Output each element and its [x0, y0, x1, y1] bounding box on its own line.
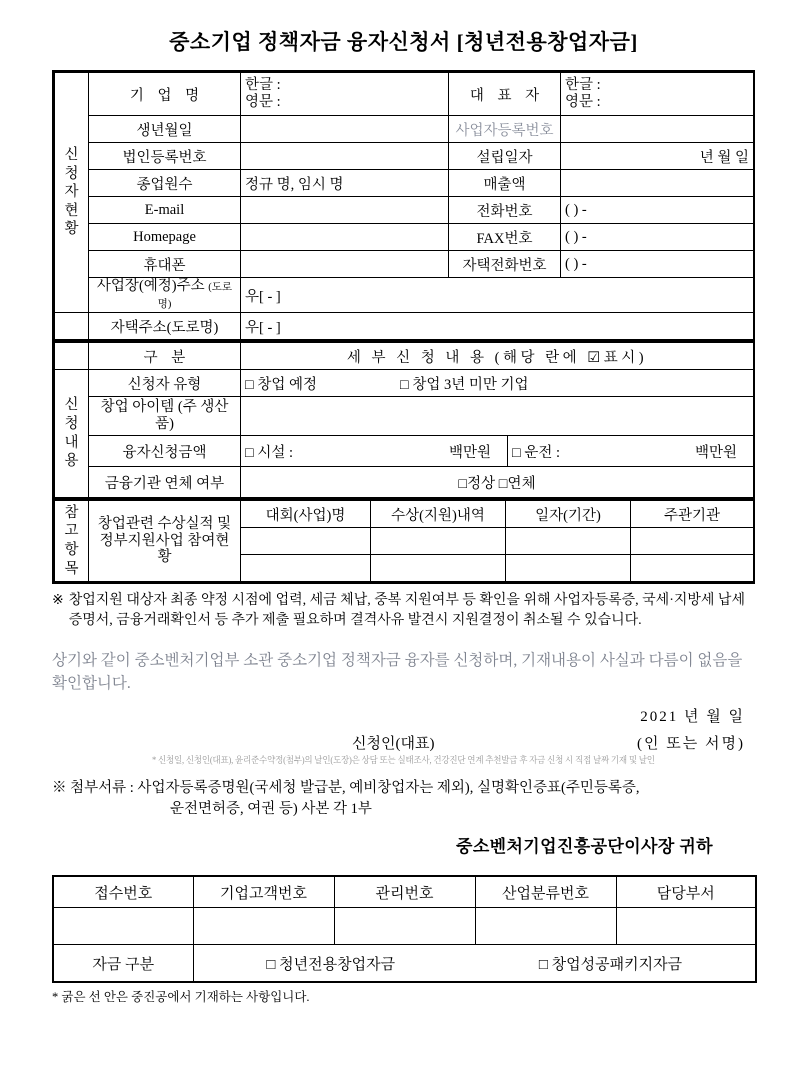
reference-items-table	[54, 500, 754, 582]
applicant-status-table	[54, 72, 754, 340]
fax-label: FAX번호	[449, 224, 561, 251]
table-row	[55, 501, 754, 528]
attachment-line2: 운전면허증, 여권 등) 사본 각 1부	[170, 801, 372, 818]
attachment-line1: 첨부서류 : 사업자등록증명원(국세청 발급분, 예비창업자는 제외), 실명확인증표(주민등록증,	[70, 780, 640, 797]
mobile-label: 휴대폰	[89, 251, 241, 278]
attachment-block	[52, 778, 755, 820]
fund-type-options	[193, 945, 756, 983]
official-use-section	[52, 875, 755, 1005]
notice-mark: ※	[52, 593, 64, 608]
spacer-cell	[55, 313, 89, 340]
table-row	[55, 197, 754, 224]
column-header-organizer: 주관기관	[631, 501, 754, 528]
corp-reg-number-label: 법인등록번호	[89, 143, 241, 170]
section-label-reference-items: 참 고 항 목	[55, 501, 89, 582]
home-phone-field[interactable]: ( ) -	[561, 251, 754, 278]
table-row	[55, 73, 754, 116]
business-reg-number-field[interactable]	[561, 116, 754, 143]
table-row	[55, 343, 754, 370]
table-row	[53, 876, 756, 908]
official-value-cell[interactable]	[53, 908, 193, 945]
fund-type-label: 자금 구분	[53, 945, 193, 983]
column-header-award-detail: 수상(지원)내역	[371, 501, 506, 528]
declaration-text: 상기와 같이 중소벤처기업부 소관 중소기업 정책자금 융자를 신청하며, 기재내용이 사실과 다름이 없음을 확인합니다.	[52, 651, 743, 692]
reference-cell[interactable]	[371, 528, 506, 555]
corp-reg-number-field[interactable]	[241, 143, 449, 170]
applicant-status-box	[52, 70, 755, 342]
attachment-mark: ※	[52, 780, 67, 797]
application-content-table	[54, 342, 754, 498]
sales-label: 매출액	[449, 170, 561, 197]
loan-facility-field[interactable]: □ 시설 : 백만원	[241, 436, 508, 467]
division-label: 구 분	[89, 343, 241, 370]
homepage-field[interactable]	[241, 224, 449, 251]
email-label: E-mail	[89, 197, 241, 224]
notice-text: 창업지원 대상자 최종 약정 시점에 업력, 세금 체납, 중복 지원여부 등 확인을 위해 사업자등록증, 국세·지방세 납세증명서, 금융거래확인서 등 추가 제출 필요하며 결격사유 발견시 지원결정이 취소될 수 있습니다.	[68, 593, 745, 628]
home-phone-label: 자택전화번호	[449, 251, 561, 278]
table-row	[55, 313, 754, 340]
business-address-field[interactable]: 우[ - ]	[241, 278, 754, 313]
table-row	[55, 170, 754, 197]
section-label-application-content: 신 청 내 용	[55, 370, 89, 498]
table-row	[55, 436, 754, 467]
reference-cell[interactable]	[631, 528, 754, 555]
column-header-industry-code: 산업분류번호	[475, 876, 616, 908]
applicant-signature-label: 신청인(대표)	[352, 736, 435, 753]
reference-cell[interactable]	[506, 555, 631, 582]
signature-date: 2021 년 월 일	[640, 709, 745, 726]
company-name-field[interactable]: 한글 : 영문 :	[241, 73, 449, 116]
spacer-cell-content	[55, 343, 89, 370]
column-header-management-number: 관리번호	[334, 876, 475, 908]
table-row	[55, 251, 754, 278]
overdue-options[interactable]: □정상 □연체	[241, 467, 754, 498]
representative-name-field[interactable]: 한글 : 영문 :	[561, 73, 754, 116]
startup-item-label: 창업 아이템 (주 생산품)	[89, 397, 241, 436]
mobile-field[interactable]	[241, 251, 449, 278]
reference-row-label: 창업관련 수상실적 및 정부지원사업 참여현황	[89, 501, 241, 582]
representative-label: 대 표 자	[449, 73, 561, 116]
page-title: 중소기업 정책자금 융자신청서 [청년전용창업자금]	[169, 30, 638, 54]
recipient-line: 중소벤처기업진흥공단이사장 귀하	[456, 837, 713, 857]
business-reg-number-label: 사업자등록번호	[449, 116, 561, 143]
table-row	[53, 945, 756, 983]
reference-items-box	[52, 500, 755, 584]
seal-or-signature-label: (인 또는 서명)	[637, 736, 745, 753]
reference-cell[interactable]	[241, 528, 371, 555]
business-address-label: 사업장(예정)주소 (도로명)	[89, 278, 241, 313]
reference-cell[interactable]	[371, 555, 506, 582]
phone-field[interactable]: ( ) -	[561, 197, 754, 224]
overdue-label: 금융기관 연체 여부	[89, 467, 241, 498]
official-value-cell[interactable]	[616, 908, 756, 945]
homepage-label: Homepage	[89, 224, 241, 251]
founding-date-label: 설립일자	[449, 143, 561, 170]
founding-date-field[interactable]: 년 월 일	[561, 143, 754, 170]
column-header-department: 담당부서	[616, 876, 756, 908]
bottom-footnote: * 굵은 선 안은 중진공에서 기재하는 사항입니다.	[52, 990, 310, 1005]
column-header-contest-name: 대회(사업)명	[241, 501, 371, 528]
table-row	[55, 224, 754, 251]
applicant-type-label: 신청자 유형	[89, 370, 241, 397]
home-address-field[interactable]: 우[ - ]	[241, 313, 754, 340]
notice-block	[52, 591, 755, 631]
startup-item-field[interactable]	[241, 397, 754, 436]
official-use-table	[52, 875, 757, 983]
checkbox-success-package-fund[interactable]: □ 창업성공패키지자금	[538, 956, 683, 973]
official-value-cell[interactable]	[334, 908, 475, 945]
email-field[interactable]	[241, 197, 449, 224]
column-header-customer-number: 기업고객번호	[193, 876, 334, 908]
birthdate-field[interactable]	[241, 116, 449, 143]
fax-field[interactable]: ( ) -	[561, 224, 754, 251]
checkbox-startup-under-3y[interactable]: □ 창업 3년 미만 기업	[400, 376, 529, 393]
application-content-box	[52, 342, 755, 500]
reference-cell[interactable]	[631, 555, 754, 582]
phone-label: 전화번호	[449, 197, 561, 224]
reference-cell[interactable]	[241, 555, 371, 582]
detail-content-header: 세 부 신 청 내 용 (해당 란에 ☑표시)	[241, 343, 754, 370]
checkbox-youth-startup-fund[interactable]: □ 청년전용창업자금	[266, 956, 396, 973]
table-row	[55, 467, 754, 498]
signature-micro-note: * 신청일, 신청인(대표), 윤리준수약정(첨부)의 날인(도장)은 상담 또는 실태조사, 건강진단 연계 추천발급 후 자금 신청 시 직접 날짜 기재 및 날인	[152, 755, 655, 766]
table-row	[55, 370, 754, 397]
employees-label: 종업원수	[89, 170, 241, 197]
table-row	[53, 908, 756, 945]
employees-field[interactable]: 정규 명, 임시 명	[241, 170, 449, 197]
official-value-cell[interactable]	[193, 908, 334, 945]
birthdate-label: 생년월일	[89, 116, 241, 143]
loan-amount-label: 융자신청금액	[89, 436, 241, 467]
table-row	[55, 278, 754, 313]
section-label-applicant-status: 신 청 자 현 황	[55, 73, 89, 313]
column-header-date: 일자(기간)	[506, 501, 631, 528]
applicant-type-options	[241, 370, 754, 397]
table-row	[55, 116, 754, 143]
official-value-cell[interactable]	[475, 908, 616, 945]
table-row	[55, 397, 754, 436]
loan-operating-field[interactable]: □ 운전 : 백만원	[508, 436, 754, 467]
signature-row	[52, 732, 755, 753]
sales-field[interactable]	[561, 170, 754, 197]
checkbox-startup-planned[interactable]: □ 창업 예정	[245, 376, 318, 393]
reference-cell[interactable]	[506, 528, 631, 555]
column-header-receipt-number: 접수번호	[53, 876, 193, 908]
company-name-label: 기 업 명	[89, 73, 241, 116]
table-row	[55, 143, 754, 170]
home-address-label: 자택주소(도로명)	[89, 313, 241, 340]
